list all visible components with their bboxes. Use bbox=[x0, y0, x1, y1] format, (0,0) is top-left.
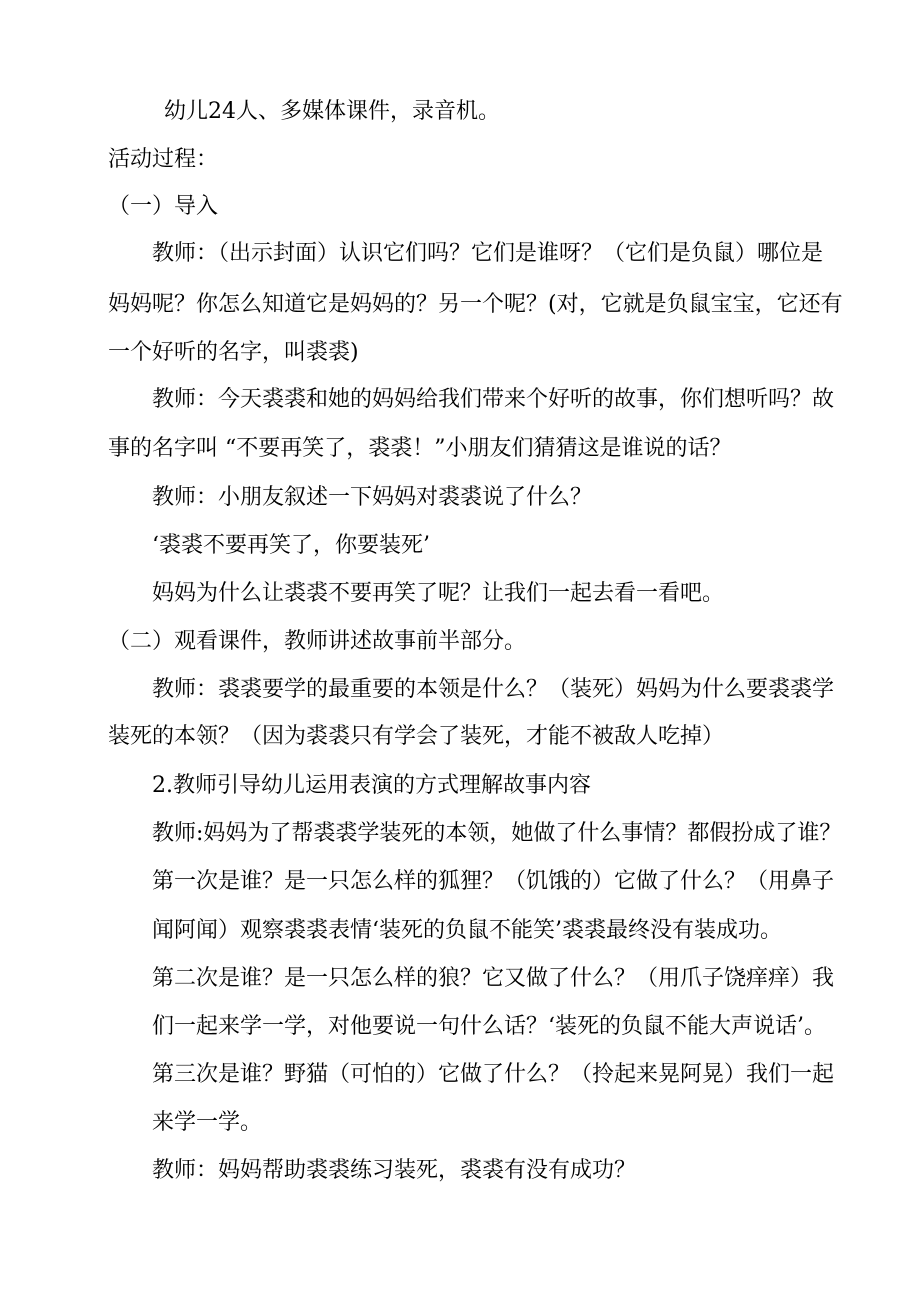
materials-line: 幼儿24人、多媒体课件，录音机。 bbox=[164, 99, 500, 124]
paragraph-line: 教师：今天裘裘和她的妈妈给我们带来个好听的故事，你们想听吗？故 bbox=[152, 387, 835, 412]
paragraph-line: 教师：裘裘要学的最重要的本领是什么？（装死）妈妈为什么要裘裘学 bbox=[152, 677, 835, 702]
paragraph-line: 事的名字叫 “不要再笑了，裘裘！”小朋友们猜猜这是谁说的话？ bbox=[108, 436, 732, 461]
paragraph-line: 第三次是谁？野猫（可怕的）它做了什么？（拎起来晃阿晃）我们一起 bbox=[152, 1062, 835, 1087]
paragraph-line: 妈妈呢？你怎么知道它是妈妈的？另一个呢？(对，它就是负鼠宝宝，它还有 bbox=[108, 292, 843, 317]
paragraph-line: 教师：小朋友叙述一下妈妈对裘裘说了什么？ bbox=[152, 485, 593, 510]
paragraph-line: 教师:妈妈为了帮裘裘学装死的本领，她做了什么事情？都假扮成了谁？ bbox=[152, 821, 842, 846]
paragraph-line: 教师：（出示封面）认识它们吗？它们是谁呀？（它们是负鼠）哪位是 bbox=[152, 241, 824, 266]
paragraph-line: 第一次是谁？是一只怎么样的狐狸？（饥饿的）它做了什么？（用鼻子 bbox=[152, 869, 835, 894]
numbered-item: 2.教师引导幼儿运用表演的方式理解故事内容 bbox=[152, 773, 591, 798]
paragraph-line: 教师：妈妈帮助裘裘练习装死，裘裘有没有成功？ bbox=[152, 1158, 637, 1183]
paragraph-line: 一个好听的名字，叫裘裘) bbox=[108, 340, 359, 365]
paragraph-line: 闻阿闻）观察裘裘表情‘装死的负鼠不能笑’裘裘最终没有装成功。 bbox=[152, 918, 782, 943]
paragraph-line: 第二次是谁？是一只怎么样的狼？它又做了什么？（用爪子饶痒痒）我 bbox=[152, 966, 835, 991]
section-heading-intro: （一）导入 bbox=[108, 194, 219, 219]
quote-line: ‘裘裘不要再笑了，你要装死’ bbox=[152, 533, 430, 558]
paragraph-line: 装死的本领？（因为裘裘只有学会了装死，才能不被敌人吃掉） bbox=[108, 724, 725, 749]
section-heading-watch: （二）观看课件，教师讲述故事前半部分。 bbox=[108, 629, 527, 654]
paragraph-line: 妈妈为什么让裘裘不要再笑了呢？让我们一起去看一看吧。 bbox=[152, 581, 725, 606]
paragraph-line: 来学一学。 bbox=[152, 1110, 263, 1135]
paragraph-line: 们一起来学一学，对他要说一句什么话？‘装死的负鼠不能大声说话’。 bbox=[152, 1014, 826, 1039]
process-heading: 活动过程： bbox=[108, 147, 219, 172]
